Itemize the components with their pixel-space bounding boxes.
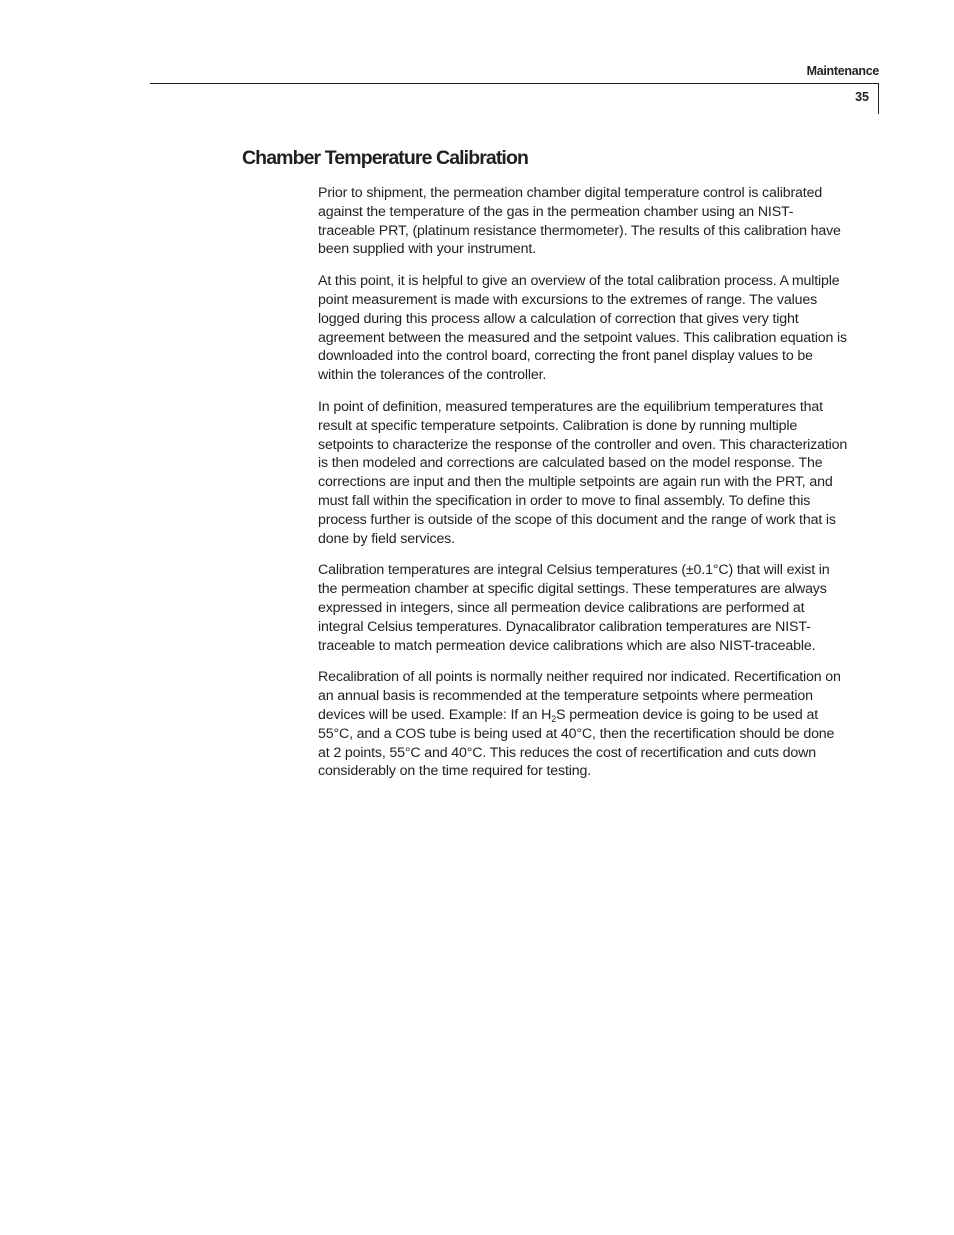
paragraph-text-after-formula: permeation device is going to be used at 55°C, and a COS tube is being used at 40°C, then the recertification should be done at 2 points, 55°C and 40°C. This reduces the cost of recertification and cuts down considerably on the time required for testing. [318, 706, 835, 780]
paragraph-calibration-temperatures: Calibration temperatures are integral Celsius temperatures (±0.1°C) that will exist in the permeation chamber at specific digital settings. These temperatures are always expressed in integers, since all permeation device calibrations are performed at integral Celsius temperatures. Dynacalibrator calibration temperatures are NIST-traceable to match permeation device calibrations which are also NIST-traceable. [318, 562, 830, 654]
header-rule [150, 83, 879, 84]
paragraph-calibration-overview: At this point, it is helpful to give an overview of the total calibration process. A multiple point measurement is made with excursions to the extremes of range. The values logged during this process allow a calculation of correction that gives very tight agreement between the measured and the setpoint values. This calibration equation is downloaded into the control board, correcting the front panel display values to be within the tolerances of the controller. [318, 273, 847, 384]
formula-element-s: S [556, 706, 566, 723]
paragraph-definition: In point of definition, measured temperatures are the equilibrium temperatures that result at specific temperature setpoints. Calibration is done by running multiple setpoints to characterize the response of the controller and oven. This characterization is then modeled and corrections are calculated based on the model response. The corrections are input and then the multiple setpoints are again run with the PRT, and must fall within the specification in order to move to final assembly. To define this process further is outside of the scope of this document and the range of work that is done by field services. [318, 398, 848, 547]
running-header-section: Maintenance [806, 64, 879, 78]
formula-h2s [541, 707, 565, 723]
page-tab-rule [878, 83, 879, 114]
paragraph-recalibration [318, 668, 848, 781]
page-number: 35 [855, 90, 869, 104]
body-text [318, 184, 848, 794]
formula-element-h: H [541, 706, 552, 723]
formula-subscript: 2 [551, 713, 557, 724]
section-title: Chamber Temperature Calibration [242, 147, 528, 169]
paragraph-text-before-formula: Recalibration of all points is normally neither required nor indicated. Recertification on an annual basis is recommended at the temperature setpoints where permeation devices will be used. Example: If an [318, 669, 841, 723]
paragraph-shipment-calibration: Prior to shipment, the permeation chamber digital temperature control is calibrated against the temperature of the gas in the permeation chamber using an NIST-traceable PRT, (platinum resistance thermometer). The results of this calibration have been supplied with your instrument. [318, 185, 841, 258]
